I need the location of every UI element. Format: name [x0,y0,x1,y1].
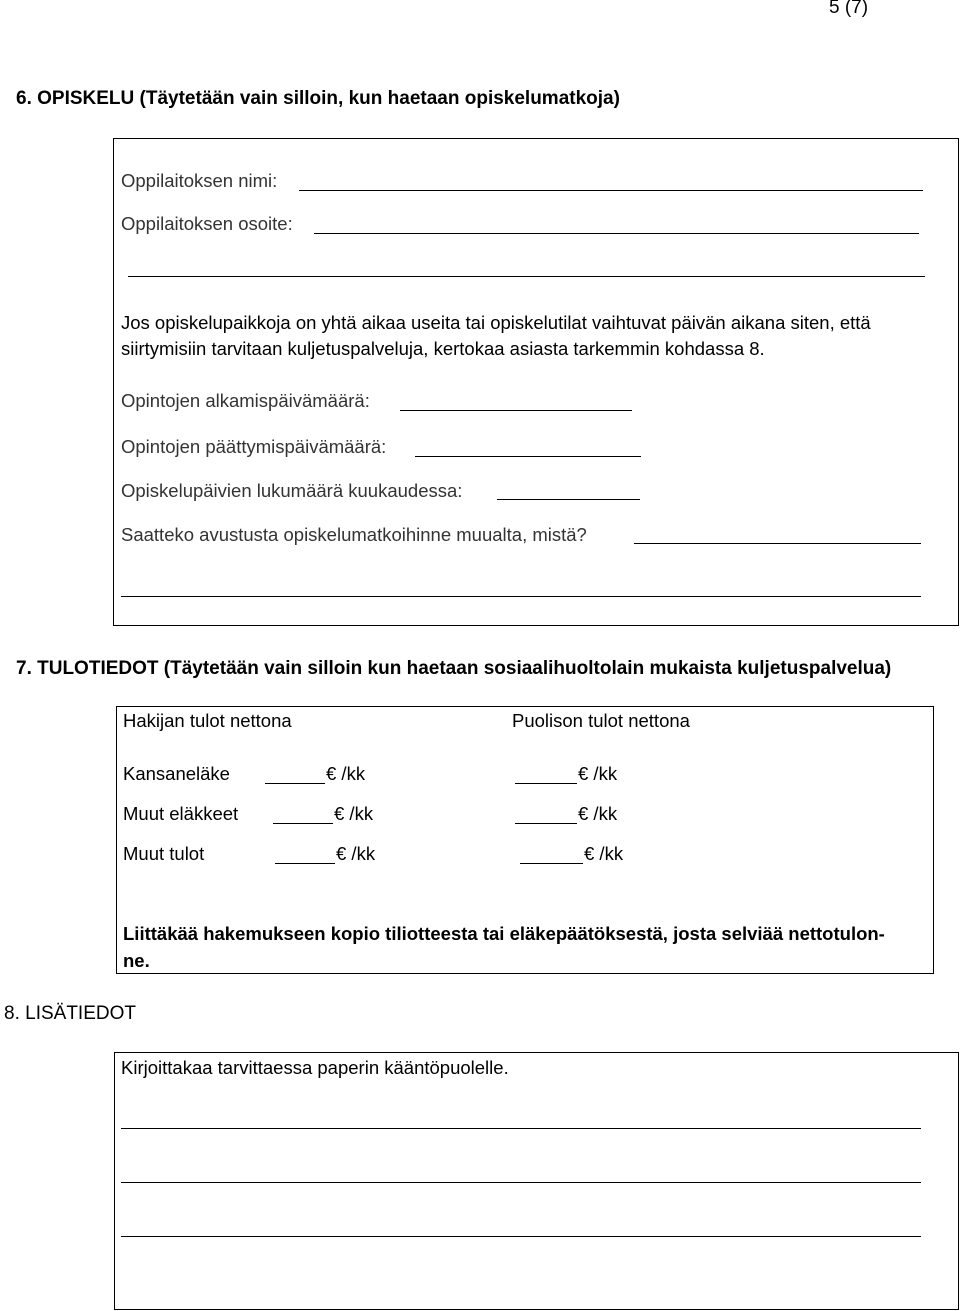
section-6-heading: 6. OPISKELU (Täytetään vain silloin, kun haetaan opiskelumatkoja) [16,88,620,109]
attachment-note-line1: Liittäkää hakemukseen kopio tiliotteesta tai eläkepäätöksestä, josta selviää nettotulon- [123,923,885,944]
applicant-other-pensions-field[interactable] [273,823,333,824]
spouse-income-header: Puolison tulot nettona [512,710,690,731]
additional-info-line-3[interactable] [121,1236,921,1237]
start-date-label: Opintojen alkamispäivämäärä: [121,390,370,411]
other-support-field[interactable] [634,543,921,544]
other-support-label: Saatteko avustusta opiskelumatkoihinne muualta, mistä? [121,524,587,545]
other-income-label: Muut tulot [123,843,205,864]
section-7-heading: 7. TULOTIEDOT (Täytetään vain silloin kun haetaan sosiaalihuoltolain mukaista kuljetuspalvelua) [16,658,892,679]
days-per-month-field[interactable] [497,499,640,500]
section-8-heading: 8. LISÄTIEDOT [4,1003,136,1024]
end-date-field[interactable] [415,456,641,457]
school-address-field[interactable] [314,233,919,234]
school-address-label: Oppilaitoksen osoite: [121,213,293,234]
other-support-field-line2[interactable] [121,596,921,597]
school-name-field[interactable] [299,190,923,191]
additional-info-box [114,1052,959,1310]
applicant-other-income-unit: € /kk [336,843,376,864]
national-pension-label: Kansaneläke [123,763,230,784]
spouse-national-pension-unit: € /kk [578,763,618,784]
applicant-other-income-field[interactable] [275,863,335,864]
applicant-national-pension-unit: € /kk [326,763,366,784]
other-pensions-label: Muut eläkkeet [123,803,239,824]
additional-info-line-1[interactable] [121,1128,921,1129]
end-date-label: Opintojen päättymispäivämäärä: [121,436,387,457]
start-date-field[interactable] [400,410,632,411]
spouse-other-income-field[interactable] [520,863,583,864]
additional-info-line-2[interactable] [121,1182,921,1183]
attachment-note-line2: ne. [123,950,150,971]
multiple-locations-note-line2: siirtymisiin tarvitaan kuljetuspalveluja, kertokaa asiasta tarkemmin kohdassa 8. [121,338,765,359]
applicant-national-pension-field[interactable] [265,783,325,784]
school-address-field-line2[interactable] [128,276,925,277]
study-section-box [113,138,959,626]
additional-info-instruction: Kirjoittakaa tarvittaessa paperin kääntöpuolelle. [121,1057,509,1078]
applicant-other-pensions-unit: € /kk [334,803,374,824]
days-per-month-label: Opiskelupäivien lukumäärä kuukaudessa: [121,480,463,501]
school-name-label: Oppilaitoksen nimi: [121,170,278,191]
spouse-other-pensions-field[interactable] [515,823,577,824]
multiple-locations-note-line1: Jos opiskelupaikkoja on yhtä aikaa useita tai opiskelutilat vaihtuvat päivän aikana siten, että [121,312,871,333]
page-number: 5 (7) [829,0,869,18]
spouse-other-income-unit: € /kk [584,843,624,864]
spouse-national-pension-field[interactable] [515,783,577,784]
applicant-income-header: Hakijan tulot nettona [123,710,292,731]
spouse-other-pensions-unit: € /kk [578,803,618,824]
